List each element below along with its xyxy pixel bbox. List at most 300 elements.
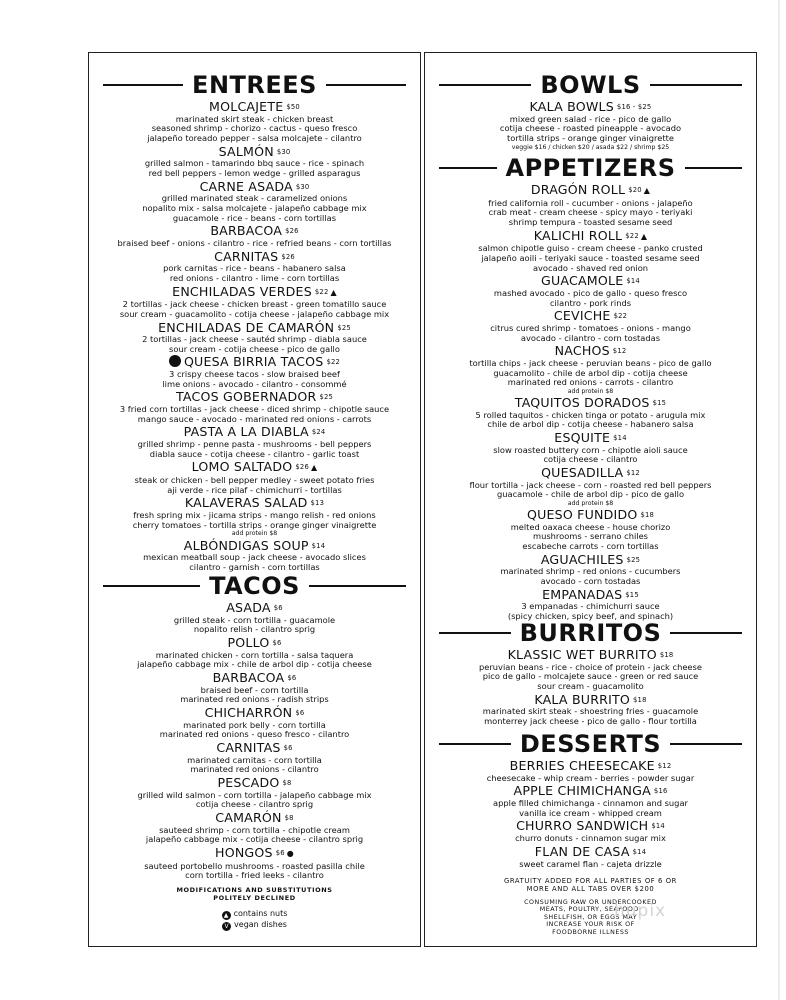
item-description: avocado - corn tostadas <box>540 576 641 587</box>
section-header <box>103 71 406 99</box>
item-price: $6 <box>275 848 285 857</box>
section-burritos <box>425 619 756 727</box>
item-heading <box>425 344 756 359</box>
item-description: shrimp tempura - toasted sesame seed <box>508 216 673 227</box>
modifications-line: MODIFICATIONS AND SUBSTITUTIONS <box>176 886 333 894</box>
item-heading <box>89 224 420 239</box>
rule-line <box>103 84 183 86</box>
item-description: marinated shrimp - red onions - cucumbers <box>500 566 681 577</box>
item-price: $14 <box>632 847 647 856</box>
section-appetizers <box>425 154 756 622</box>
section-entrees <box>89 71 420 573</box>
item-description: crab meat - cream cheese - spicy mayo - teriyaki <box>488 207 693 218</box>
item-description: melted oaxaca cheese - house chorizo <box>510 521 671 532</box>
item-name: TAQUITOS DORADOS <box>514 394 650 410</box>
item-description: mexican meatball soup - jack cheese - avocado slices <box>143 552 366 563</box>
item-heading <box>89 706 420 721</box>
menu-item <box>425 508 756 552</box>
section-header <box>439 730 742 758</box>
item-heading <box>425 648 756 663</box>
menu-item <box>89 706 420 740</box>
triangle-icon: ▲ <box>643 186 651 195</box>
item-description: 3 fried corn tortillas - jack cheese - diced shrimp - chipotle sauce <box>119 404 390 415</box>
item-price: $6 <box>287 673 297 682</box>
item-description: monterrey jack cheese - pico de gallo - flour tortilla <box>484 715 697 726</box>
item-heading <box>425 553 756 568</box>
menu-item <box>425 274 756 308</box>
item-heading <box>425 759 756 774</box>
item-heading <box>89 180 420 195</box>
item-heading <box>425 229 756 245</box>
item-name: KLASSIC WET BURRITO <box>507 647 657 662</box>
page-edge <box>778 0 780 1000</box>
item-name: CEVICHE <box>553 308 611 324</box>
item-description: mashed avocado - pico de gallo - queso fresco <box>493 287 688 298</box>
item-name: ALBÓNDIGAS SOUP <box>183 537 309 553</box>
item-description: churro donuts - cinnamon sugar mix <box>515 833 666 844</box>
item-price: $16 - $25 <box>616 103 652 111</box>
item-description: avocado - shaved red onion <box>532 262 649 273</box>
item-heading <box>89 539 420 554</box>
item-description: 5 rolled taquitos - chicken tinga or potato - arugula mix <box>475 409 706 420</box>
menu-item <box>425 431 756 465</box>
item-description: cilantro - garnish - corn tortillas <box>189 562 320 572</box>
item-price: $8 <box>284 813 294 822</box>
special-badge-icon <box>169 355 181 367</box>
menu-item <box>425 396 756 430</box>
item-heading <box>89 355 420 370</box>
rule-line <box>439 167 497 169</box>
item-extra: add protein $8 <box>567 499 614 507</box>
item-description: marinated red onions - carrots - cilantro <box>507 377 674 388</box>
item-description: marinated pork belly - corn tortilla <box>183 719 326 730</box>
menu-item <box>89 460 420 495</box>
item-name: BARBACOA <box>210 223 283 239</box>
gratuity-line: MORE AND ALL TABS OVER $200 <box>526 885 655 893</box>
item-description: marinated skirt steak - chicken breast <box>175 113 334 124</box>
menu-item <box>89 776 420 810</box>
item-description: marinated red onions - queso fresco - cilantro <box>159 729 350 740</box>
item-name: KALA BOWLS <box>529 99 614 114</box>
item-description: 2 tortillas - jack cheese - chicken breast - green tomatillo sauce <box>122 299 387 310</box>
item-name: ESQUITE <box>554 429 611 445</box>
right-notes <box>425 877 756 936</box>
item-description: marinated carnitas - corn tortilla <box>187 754 322 765</box>
item-name: ENCHILADAS DE CAMARÓN <box>158 319 335 335</box>
item-description: slow roasted buttery corn - chipotle aioli sauce <box>493 444 688 455</box>
item-description: sour cream - cotija cheese - pico de gallo <box>169 343 340 354</box>
item-description: guacamolito - chile de arbol dip - cotija cheese <box>493 367 688 378</box>
section-title: BURRITOS <box>519 619 662 647</box>
item-price: $6 <box>283 743 293 752</box>
item-extra: add protein $8 <box>567 387 614 395</box>
item-description: sour cream - guacamolito <box>537 680 644 691</box>
triangle-icon: ▲ <box>222 911 231 920</box>
section-title: TACOS <box>209 572 300 600</box>
item-heading <box>89 390 420 405</box>
item-price: $8 <box>282 778 292 787</box>
item-description: jalapeño toreado pepper - salsa molcajete - cilantro <box>147 132 362 143</box>
item-description: cherry tomatoes - tortilla strips - orange ginger vinaigrette <box>132 519 377 530</box>
item-description: cotija cheese - cilantro sprig <box>195 799 314 810</box>
section-header <box>103 572 406 600</box>
item-description: salmon chipotle guiso - cream cheese - panko crusted <box>478 243 703 254</box>
item-description: grilled shrimp - penne pasta - mushrooms - bell peppers <box>137 439 372 450</box>
item-price: $22 <box>613 312 628 321</box>
menu-item <box>425 648 756 692</box>
item-description: lime onions - avocado - cilantro - consommé <box>162 378 347 389</box>
item-description: red bell peppers - lemon wedge - grilled asparagus <box>148 167 361 178</box>
item-name: AGUACHILES <box>540 551 624 567</box>
menu-item <box>89 180 420 224</box>
item-name: KALA BURRITO <box>534 691 631 707</box>
item-name: CARNE ASADA <box>199 178 293 194</box>
item-price: $16 <box>653 787 668 796</box>
warning-line: FOODBORNE ILLNESS <box>552 928 629 936</box>
menu-item <box>89 425 420 459</box>
item-description: braised beef - corn tortilla <box>200 684 309 695</box>
warning-line: MEATS, POULTRY, SEAFOOD, <box>539 906 642 914</box>
item-price: $15 <box>625 590 639 599</box>
menu-item <box>89 355 420 389</box>
section-desserts <box>425 730 756 869</box>
rule-line <box>103 585 200 587</box>
item-price: $22 <box>625 231 639 240</box>
item-price: $25 <box>626 555 641 564</box>
item-heading <box>89 285 420 301</box>
item-price: $14 <box>626 277 640 286</box>
modifications-note <box>89 886 420 902</box>
menu-item <box>425 466 756 507</box>
item-price: $20 <box>628 186 642 194</box>
section-header <box>439 154 742 182</box>
rule-line <box>309 585 406 587</box>
menu-item <box>89 390 420 424</box>
left-menu-panel <box>88 52 421 947</box>
item-name: SALMÓN <box>218 143 274 159</box>
menu-item <box>89 636 420 670</box>
menu-item <box>425 183 756 228</box>
item-heading <box>89 425 420 440</box>
menu-item <box>89 100 420 144</box>
legend-label: contains nuts <box>233 909 288 918</box>
legend-nuts <box>89 909 420 920</box>
item-name: PESCADO <box>217 774 280 790</box>
item-description: (spicy chicken, spicy beef, and spinach) <box>507 611 674 622</box>
watermark: hupix <box>614 901 667 921</box>
item-name: KALAVERAS SALAD <box>184 495 308 511</box>
item-price: $6 <box>273 604 283 612</box>
menu-item <box>425 588 756 622</box>
item-description: grilled salmon - tamarindo bbq sauce - rice - spinach <box>144 158 365 169</box>
rule-line <box>650 84 742 86</box>
item-description: peruvian beans - rice - choice of protein - jack cheese <box>479 661 702 672</box>
legend <box>89 909 420 931</box>
item-description: braised beef - onions - cilantro - rice - refried beans - corn tortillas <box>117 237 392 248</box>
item-heading <box>425 183 756 199</box>
menu-item <box>425 693 756 727</box>
section-title: ENTREES <box>192 71 317 99</box>
item-name: ASADA <box>226 600 271 615</box>
item-price: $14 <box>311 541 326 550</box>
item-name: HONGOS <box>215 844 273 860</box>
vegan-icon: V <box>222 922 231 931</box>
item-name: DRAGÓN ROLL <box>530 182 626 197</box>
menu-item <box>425 845 756 869</box>
item-name: CAMARÓN <box>215 809 282 825</box>
item-description: pico de gallo - molcajete sauce - green or red sauce <box>482 671 699 682</box>
item-name: FLAN DE CASA <box>534 843 630 859</box>
item-description: sauteed portobello mushrooms - roasted pasilla chile <box>144 860 365 871</box>
menu-item <box>89 496 420 537</box>
item-price: $18 <box>633 695 647 704</box>
item-description: tortilla strips - orange ginger vinaigrette <box>507 132 674 143</box>
rule-line <box>670 743 742 745</box>
rule-line <box>685 167 743 169</box>
item-description: 3 crispy cheese tacos - slow braised beef <box>169 369 340 380</box>
item-description: 3 empanadas - chimichurri sauce <box>521 601 660 612</box>
item-name: PASTA A LA DIABLA <box>183 424 309 440</box>
item-description: 2 tortillas - jack cheese - sautéd shrimp - diabla sauce <box>142 334 367 345</box>
rule-line <box>439 632 511 634</box>
section-bowls <box>425 71 756 151</box>
menu-item <box>425 229 756 274</box>
item-heading <box>425 431 756 446</box>
item-description: jalapeño cabbage mix - chile de arbol dip - cotija cheese <box>137 659 372 670</box>
section-tacos <box>89 572 420 881</box>
item-description: mushrooms - serrano chiles <box>533 531 648 542</box>
item-description: sauteed shrimp - corn tortilla - chipotle cream <box>159 824 350 835</box>
item-heading <box>89 811 420 826</box>
item-description: grilled steak - corn tortilla - guacamole <box>173 614 336 625</box>
item-name: CARNITAS <box>216 739 281 755</box>
item-name: BERRIES CHEESECAKE <box>509 758 655 773</box>
item-heading <box>89 671 420 686</box>
menu-item <box>425 819 756 843</box>
rule-line <box>439 84 531 86</box>
item-name: CHURRO SANDWICH <box>516 818 649 834</box>
circle-icon: ● <box>286 848 294 858</box>
item-price: $26 <box>285 227 299 236</box>
menu-item <box>89 601 420 635</box>
item-name: NACHOS <box>554 343 610 359</box>
item-description: flour tortilla - jack cheese - corn - roasted red bell peppers <box>469 479 712 490</box>
menu-item <box>425 344 756 395</box>
item-description: marinated red onions - cilantro <box>190 764 319 775</box>
warning-line: INCREASE YOUR RISK OF <box>546 921 635 929</box>
item-heading <box>425 508 756 523</box>
menu-item <box>425 100 756 151</box>
item-heading <box>89 460 420 476</box>
item-price: $22 <box>314 287 329 296</box>
rule-line <box>439 743 511 745</box>
item-name: MOLCAJETE <box>209 99 284 114</box>
menu-item <box>425 309 756 343</box>
item-price: $12 <box>612 347 627 356</box>
menu-item <box>425 784 756 818</box>
item-name: ENCHILADAS VERDES <box>172 283 312 299</box>
item-name: QUESADILLA <box>541 464 624 480</box>
menu-item <box>89 321 420 355</box>
item-price: $30 <box>276 147 291 156</box>
item-description: sour cream - guacamolito - cotija cheese - jalapeño cabbage mix <box>119 308 390 319</box>
item-price: $15 <box>652 398 667 407</box>
section-header <box>439 71 742 99</box>
gratuity-note <box>425 877 756 893</box>
legend-vegan <box>89 920 420 931</box>
item-price: $12 <box>657 762 672 770</box>
item-heading <box>425 784 756 799</box>
section-title: APPETIZERS <box>505 154 676 182</box>
rule-line <box>670 632 742 634</box>
warning-line: SHELLFISH, OR EGGS MAY <box>543 913 638 921</box>
item-price: $26 <box>295 463 309 472</box>
warning-line: CONSUMING RAW OR UNDERCOOKED <box>524 899 657 906</box>
item-heading <box>89 846 420 862</box>
item-heading <box>89 145 420 160</box>
menu-item <box>425 759 756 783</box>
item-description: guacamole - rice - beans - corn tortillas <box>172 212 337 223</box>
triangle-icon: ▲ <box>640 231 648 241</box>
item-price: $25 <box>337 323 351 332</box>
item-description: mixed green salad - rice - pico de gallo <box>509 113 672 124</box>
item-heading <box>89 321 420 336</box>
menu-item <box>89 539 420 573</box>
item-description: cotija cheese - roasted pineapple - avocado <box>499 123 682 134</box>
item-description: aji verde - rice pilaf - chimichurri - tortillas <box>167 484 342 495</box>
item-heading <box>425 100 756 115</box>
item-heading <box>89 776 420 791</box>
item-price: $25 <box>319 393 333 402</box>
item-price: $6 <box>272 638 282 647</box>
item-description: marinated skirt steak - shoestring fries - guacamole <box>482 706 699 717</box>
item-heading <box>89 250 420 265</box>
item-heading <box>425 309 756 324</box>
menu-item <box>89 145 420 179</box>
item-heading <box>425 274 756 289</box>
item-description: guacamole - chile de arbol dip - pico de gallo <box>496 489 685 500</box>
rule-line <box>326 84 406 86</box>
item-description: steak or chicken - bell pepper medley - sweet potato fries <box>134 475 375 486</box>
item-description: cotija cheese - cilantro <box>543 454 638 465</box>
item-description: apple filled chimichanga - cinnamon and sugar <box>493 798 688 809</box>
item-description: sweet caramel flan - cajeta drizzle <box>519 858 662 869</box>
menu-item <box>89 846 420 881</box>
item-name: TACOS GOBERNADOR <box>175 389 317 405</box>
item-price: $6 <box>295 708 305 717</box>
item-heading <box>425 819 756 834</box>
section-header <box>439 619 742 647</box>
item-name: POLLO <box>227 634 270 650</box>
modifications-line: POLITELY DECLINED <box>213 894 296 902</box>
item-name: BARBACOA <box>212 669 285 685</box>
consumption-warning <box>425 899 756 936</box>
triangle-icon: ▲ <box>310 463 318 473</box>
menu-item <box>89 224 420 248</box>
item-heading <box>425 693 756 708</box>
item-name: QUESA BIRRIA TACOS <box>183 354 324 370</box>
item-description: grilled marinated steak - caramelized onions <box>161 193 348 204</box>
item-heading <box>425 466 756 481</box>
menu-item <box>425 553 756 587</box>
menu-item <box>89 250 420 284</box>
item-price: $24 <box>311 428 326 437</box>
item-description: escabeche carrots - corn tortillas <box>522 541 659 552</box>
item-description: tortilla chips - jack cheese - peruvian beans - pico de gallo <box>469 357 712 368</box>
item-description: fresh spring mix - jicama strips - mango relish - red onions <box>133 510 376 521</box>
item-heading <box>89 601 420 616</box>
item-price: $13 <box>310 499 325 508</box>
item-description: marinated chicken - corn tortilla - salsa taquera <box>155 649 354 660</box>
item-description: mango sauce - avocado - marinated red onions - carrots <box>137 413 372 424</box>
item-description: seasoned shrimp - chorizo - cactus - queso fresco <box>151 123 358 134</box>
legend-label: vegan dishes <box>234 920 287 929</box>
left-notes <box>89 886 420 931</box>
gratuity-line: GRATUITY ADDED FOR ALL PARTIES OF 6 OR <box>503 877 677 885</box>
item-price: $18 <box>640 511 655 520</box>
item-name: APPLE CHIMICHANGA <box>513 783 651 799</box>
item-extra: add protein $8 <box>231 530 278 538</box>
item-heading <box>425 588 756 603</box>
item-price: $26 <box>281 252 295 261</box>
item-heading <box>89 741 420 756</box>
item-description: diabla sauce - cotija cheese - cilantro - garlic toast <box>149 448 360 459</box>
item-price: $22 <box>326 358 341 367</box>
item-heading <box>89 636 420 651</box>
item-description: cheesecake - whip cream - berries - powder sugar <box>486 772 695 783</box>
item-description: jalapeño aoili - teriyaki sauce - toasted sesame seed <box>481 252 700 263</box>
item-name: CHICHARRÓN <box>204 704 293 720</box>
item-description: marinated red onions - radish strips <box>180 694 329 705</box>
menu-item <box>89 811 420 845</box>
section-title: BOWLS <box>540 71 641 99</box>
section-title: DESSERTS <box>519 730 662 758</box>
item-name: EMPANADAS <box>542 586 623 602</box>
item-name: CARNITAS <box>214 248 279 264</box>
item-heading <box>89 100 420 115</box>
item-price: $12 <box>626 468 640 477</box>
item-price: $18 <box>659 651 674 659</box>
item-description: jalapeño cabbage mix - cotija cheese - cilantro sprig <box>145 834 364 845</box>
item-extra: veggie $16 / chicken $20 / asada $22 / shrimp $25 <box>511 143 670 151</box>
item-description: red onions - cilantro - lime - corn tortillas <box>169 272 340 283</box>
item-description: cilantro - pork rinds <box>549 297 632 308</box>
item-name: GUACAMOLE <box>541 273 624 289</box>
item-description: fried california roll - cucumber - onions - jalapeño <box>488 197 693 208</box>
right-menu-panel <box>424 52 757 947</box>
item-heading <box>425 396 756 411</box>
item-description: nopalito relish - cilantro sprig <box>193 624 316 635</box>
item-description: avocado - cilantro - corn tostadas <box>520 332 661 343</box>
item-name: LOMO SALTADO <box>191 459 293 475</box>
item-name: QUESO FUNDIDO <box>526 507 638 523</box>
item-description: chile de arbol dip - cotija cheese - habanero salsa <box>487 419 694 430</box>
item-price: $14 <box>651 822 665 831</box>
item-price: $14 <box>613 433 627 442</box>
item-price: $50 <box>286 103 300 111</box>
item-description: citrus cured shrimp - tomatoes - onions - mango <box>490 322 691 333</box>
menu-item <box>89 285 420 320</box>
item-description: pork carnitas - rice - beans - habanero salsa <box>163 263 346 274</box>
menu-item <box>89 671 420 705</box>
item-price: $30 <box>295 182 310 191</box>
item-heading <box>425 845 756 860</box>
item-name: KALICHI ROLL <box>533 227 623 243</box>
item-description: corn tortilla - fried leeks - cilantro <box>185 870 324 881</box>
item-description: nopalito mix - salsa molcajete - jalapeño cabbage mix <box>142 202 367 213</box>
triangle-icon: ▲ <box>330 287 337 297</box>
item-heading <box>89 496 420 511</box>
